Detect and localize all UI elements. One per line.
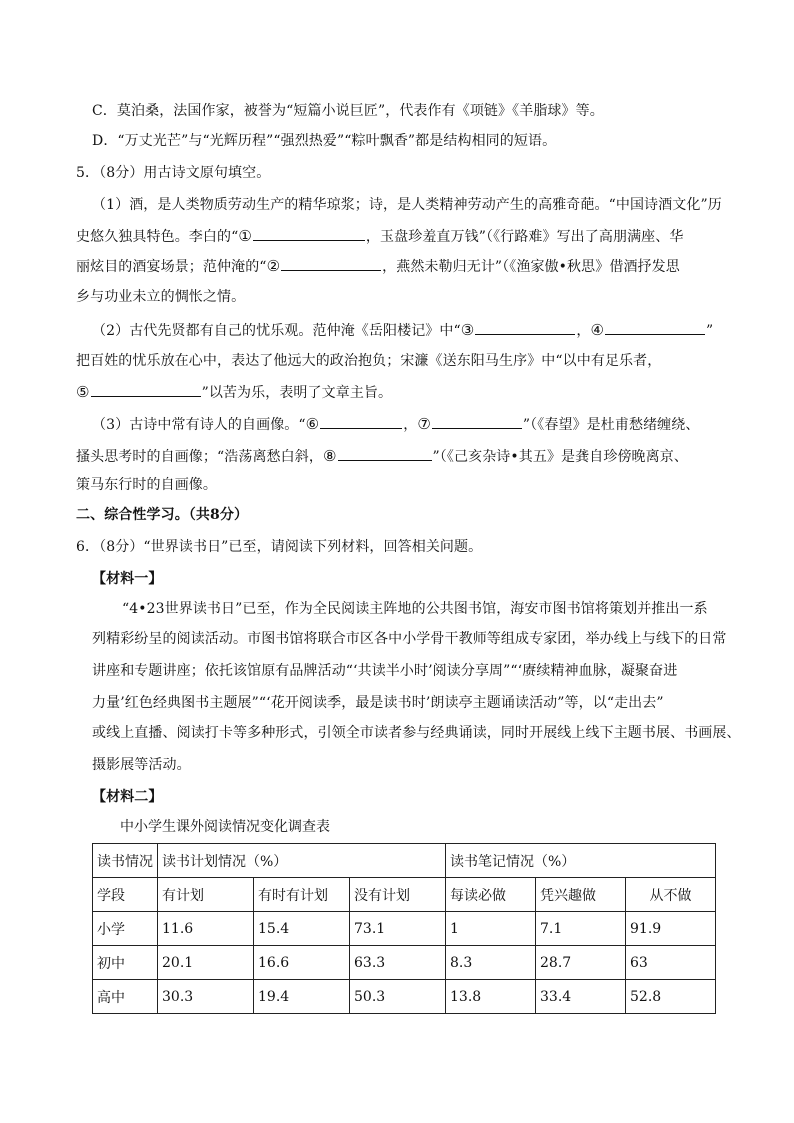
value-cell: 19.4 <box>254 980 350 1014</box>
fill-blank-7[interactable] <box>432 414 522 429</box>
table-caption: 中小学生课外阅读情况变化调查表 <box>120 819 330 835</box>
table-row <box>93 844 716 878</box>
material-1-para-line-3: 讲座和专题讲座；依托该馆原有品牌活动“‘共读半小时’阅读分享周”“‘赓续精神血脉，凝聚奋进 <box>92 663 678 679</box>
value-cell: 73.1 <box>350 912 446 946</box>
section-2-heading: 二、综合性学习。（共8分） <box>76 507 249 523</box>
fill-blank-8[interactable] <box>338 446 432 461</box>
value-cell: 28.7 <box>536 946 626 980</box>
value-cell: 13.8 <box>446 980 536 1014</box>
fill-blank-6[interactable] <box>320 414 402 429</box>
table-row <box>93 878 716 912</box>
option-c: C．莫泊桑，法国作家，被誉为“短篇小说巨匠”，代表作有《项链》《羊脂球》等。 <box>92 103 604 119</box>
text: （2）古代先贤都有自己的忧乐观。范仲淹《岳阳楼记》中“ <box>92 323 461 339</box>
circled-number: ④ <box>590 321 604 339</box>
value-cell: 15.4 <box>254 912 350 946</box>
text: 丽炫目的酒宴场景；范仲淹的“ <box>76 259 267 275</box>
value-cell: 91.9 <box>626 912 716 946</box>
value-cell: 16.6 <box>254 946 350 980</box>
material-1-para-line-2: 列精彩纷呈的阅读活动。市图书馆将联合市区各中小学骨干教师等组成专家团，举办线上与线下的日常 <box>92 631 727 647</box>
text: （3）古诗中常有诗人的自画像。“ <box>92 417 306 433</box>
value-cell: 20.1 <box>158 946 254 980</box>
text: 搔头思考时的自画像；“浩荡离愁白斜， <box>76 449 323 465</box>
column-header: 每读必做 <box>446 878 536 912</box>
text: ” <box>706 323 714 339</box>
table-row <box>93 912 716 946</box>
q5-1-line-4: 乡与功业未立的惆怅之情。 <box>76 289 246 305</box>
notes-group-header: 读书笔记情况（%） <box>446 844 716 878</box>
value-cell: 1 <box>446 912 536 946</box>
corner-bottom-cell: 学段 <box>93 878 158 912</box>
circled-number: ⑦ <box>417 415 431 433</box>
material-1-para-line-4: 力量’红色经典图书主题展”“‘花开阅读季，最是读书时’朗读亭主题诵读活动”等，以“走出去” <box>92 695 664 711</box>
reading-survey-table <box>92 843 716 1014</box>
text: ”（《己亥杂诗•其五》是龚自珍傍晚离京、 <box>432 449 688 465</box>
question-6-title: 6．（8分）“世界读书日”已至，请阅读下列材料，回答相关问题。 <box>76 539 483 555</box>
stage-cell: 高中 <box>93 980 158 1014</box>
value-cell: 52.8 <box>626 980 716 1014</box>
column-header: 凭兴趣做 <box>536 878 626 912</box>
value-cell: 30.3 <box>158 980 254 1014</box>
plan-group-header: 读书计划情况（%） <box>158 844 446 878</box>
q5-2-line-3 <box>76 382 392 402</box>
material-1-para-line-1: “4•23世界读书日”已至，作为全民阅读主阵地的公共图书馆，海安市图书馆将策划并推出一系 <box>122 601 708 617</box>
fill-blank-5[interactable] <box>91 382 201 397</box>
text: ， <box>576 323 591 339</box>
fill-blank-1[interactable] <box>253 226 365 241</box>
q5-1-line-3 <box>76 256 680 276</box>
circled-number: ⑤ <box>76 383 90 401</box>
q5-1-line-2 <box>76 226 683 246</box>
q5-2-line-2: 把百姓的忧乐放在心中，表达了他远大的政治抱负；宋濂《送东阳马生序》中“以中有足乐者， <box>76 353 662 369</box>
material-2-label: 【材料二】 <box>92 789 163 805</box>
circled-number: ② <box>266 257 281 275</box>
q5-3-line-3: 策马东行时的自画像。 <box>76 477 217 493</box>
circled-number: ⑧ <box>322 447 337 465</box>
column-header: 没有计划 <box>350 878 446 912</box>
value-cell: 11.6 <box>158 912 254 946</box>
material-1-label: 【材料一】 <box>92 571 163 587</box>
option-d: D．“万丈光芒”与“光辉历程”“强烈热爱”“粽叶飘香”都是结构相同的短语。 <box>92 133 557 149</box>
stage-cell: 初中 <box>93 946 158 980</box>
circled-number: ③ <box>460 321 475 339</box>
table-row <box>93 980 716 1014</box>
text: ”以苦为乐，表明了文章主旨。 <box>201 385 393 401</box>
material-1-para-line-6: 摄影展等活动。 <box>92 757 191 773</box>
table-row <box>93 946 716 980</box>
value-cell: 33.4 <box>536 980 626 1014</box>
value-cell: 8.3 <box>446 946 536 980</box>
text: ，燕然未勒归无计”（《渔家傲•秋思》借酒抒发思 <box>382 259 680 275</box>
column-header: 从不做 <box>626 878 716 912</box>
value-cell: 63.3 <box>350 946 446 980</box>
q5-1-line-1: （1）酒，是人类物质劳动生产的精华琼浆；诗，是人类精神劳动产生的高雅奇葩。“中国诗酒文化”历 <box>92 197 722 213</box>
value-cell: 63 <box>626 946 716 980</box>
corner-top-cell: 读书情况 <box>93 844 158 878</box>
q5-3-line-2 <box>76 446 688 466</box>
question-5-title: 5．（8分）用古诗文原句填空。 <box>76 165 271 181</box>
material-1-para-line-5: 或线上直播、阅读打卡等多种形式，引领全市读者参与经典诵读，同时开展线上线下主题书展、书画展、 <box>92 725 741 741</box>
column-header: 有计划 <box>158 878 254 912</box>
q5-3-line-1 <box>92 414 699 434</box>
column-header: 有时有计划 <box>254 878 350 912</box>
fill-blank-3[interactable] <box>475 320 575 335</box>
circled-number: ⑥ <box>305 415 320 433</box>
q5-2-line-1 <box>92 320 713 340</box>
text: ， <box>403 417 418 433</box>
value-cell: 7.1 <box>536 912 626 946</box>
circled-number: ① <box>238 227 252 245</box>
stage-cell: 小学 <box>93 912 158 946</box>
text: ，玉盘珍羞直万钱”（《行路难》写出了高朋满座、华 <box>365 229 684 245</box>
text: 史悠久独具特色。李白的“ <box>76 229 239 245</box>
fill-blank-2[interactable] <box>281 256 381 271</box>
fill-blank-4[interactable] <box>605 320 705 335</box>
text: ”（《春望》是杜甫愁绪缠绕、 <box>522 417 700 433</box>
value-cell: 50.3 <box>350 980 446 1014</box>
